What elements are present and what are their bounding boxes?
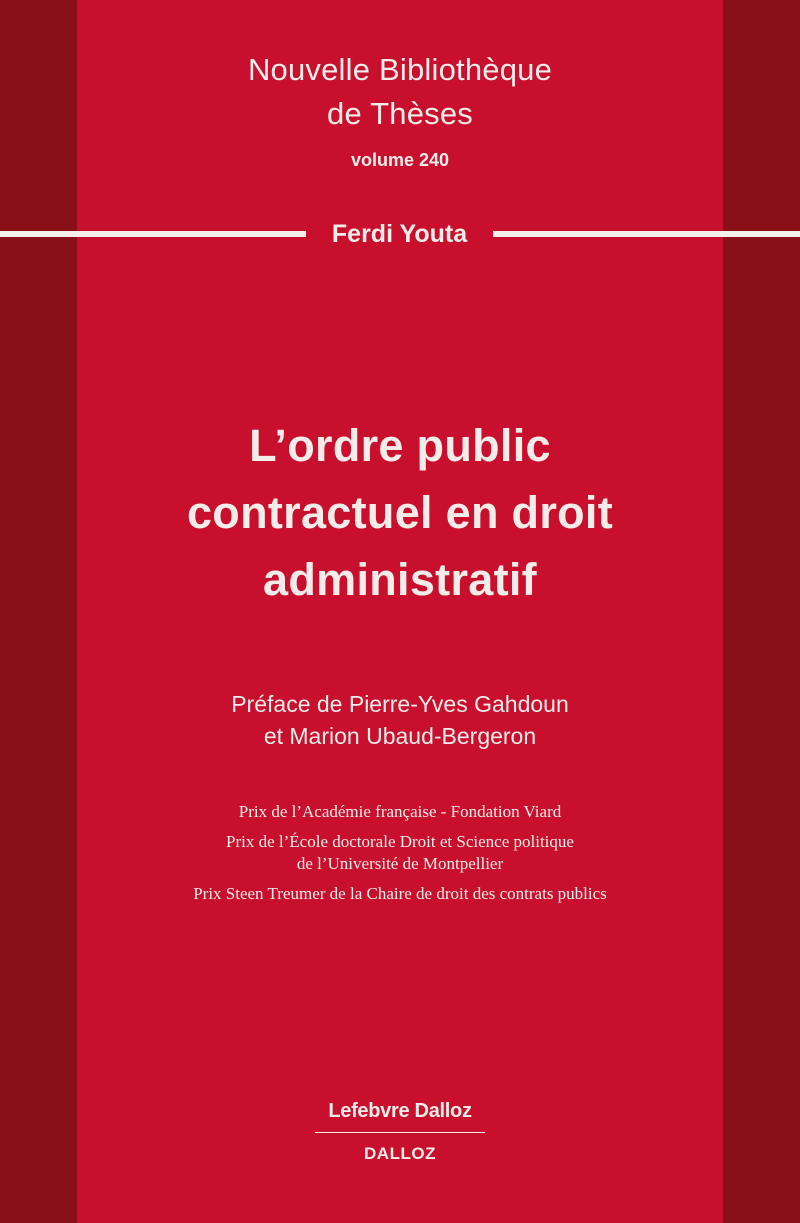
author-rule-right bbox=[493, 231, 800, 237]
publisher-logo: Lefebvre Dalloz bbox=[328, 1100, 472, 1122]
publisher-rule bbox=[315, 1132, 485, 1133]
title-line-1: L’ordre public bbox=[249, 420, 551, 471]
series-line-2: de Thèses bbox=[327, 96, 473, 131]
author-row bbox=[0, 218, 800, 250]
book-title bbox=[0, 412, 800, 613]
author-name: Ferdi Youta bbox=[331, 220, 468, 248]
prize-line: Prix Steen Treumer de la Chaire de droit des contrats publics bbox=[193, 884, 607, 903]
prize-item bbox=[0, 801, 800, 823]
preface-line-2: et Marion Ubaud-Bergeron bbox=[263, 723, 537, 749]
prize-line: Prix de l’Académie française - Fondation Viard bbox=[238, 802, 562, 821]
author-rule-left bbox=[0, 231, 306, 237]
series-line-1: Nouvelle Bibliothèque bbox=[247, 52, 553, 87]
preface bbox=[0, 688, 800, 752]
title-line-2: contractuel en droit bbox=[186, 487, 614, 538]
imprint-logo: DALLOZ bbox=[364, 1144, 436, 1163]
prize-item bbox=[0, 831, 800, 875]
title-line-3: administratif bbox=[263, 554, 537, 605]
preface-line-1: Préface de Pierre-Yves Gahdoun bbox=[231, 691, 569, 717]
series-title bbox=[0, 48, 800, 136]
prize-line: Prix de l’École doctorale Droit et Science politique bbox=[226, 832, 574, 851]
prizes-list bbox=[0, 801, 800, 913]
volume-number: volume 240 bbox=[350, 150, 450, 170]
prize-line: de l’Université de Montpellier bbox=[296, 854, 504, 873]
prize-item bbox=[0, 883, 800, 905]
